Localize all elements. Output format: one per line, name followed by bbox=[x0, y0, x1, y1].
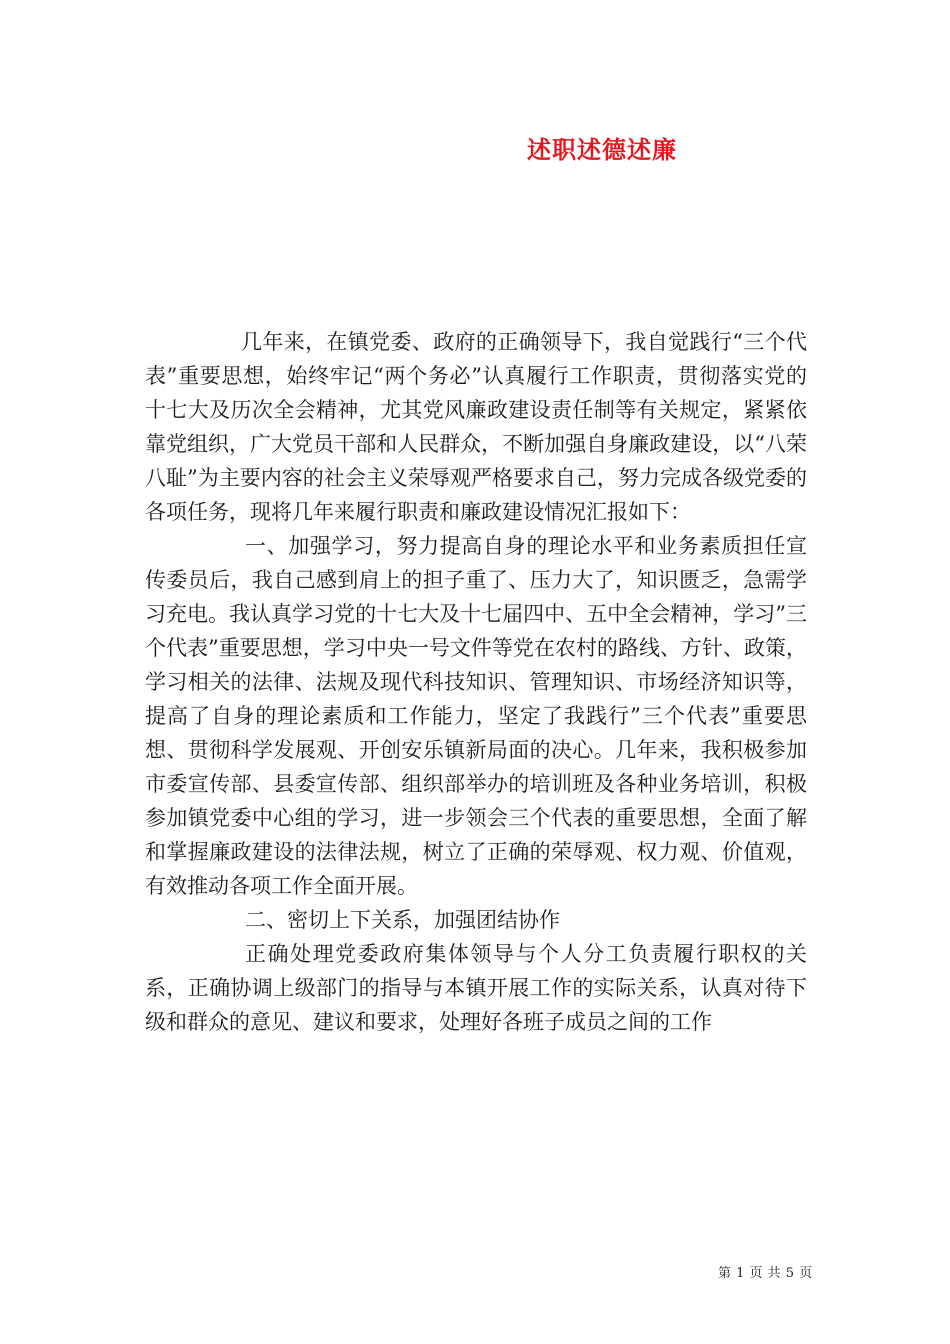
paragraph-intro: 几年来，在镇党委、政府的正确领导下，我自觉践行“三个代表”重要思想，始终牢记“两个务必”认真履行工作职责，贯彻落实党的十七大及历次全会精神，尤其党风廉政建设责任制等有关规定，紧紧依靠党组织，广大党员干部和人民群众，不断加强自身廉政建设，以“八荣八耻”为主要内容的社会主义荣辱观严格要求自己，努力完成各级党委的各项任务，现将几年来履行职责和廉政建设情况汇报如下： bbox=[145, 330, 807, 524]
paragraph-section-two: 正确处理党委政府集体领导与个人分工负责履行职权的关系，正确协调上级部门的指导与本镇开展工作的实际关系，认真对待下级和群众的意见、建议和要求，处理好各班子成员之间的工作 bbox=[145, 942, 807, 1034]
document-body bbox=[145, 325, 807, 1039]
page-number: 第 1 页 共 5 页 bbox=[718, 1266, 813, 1281]
document-title: 述职述德述廉 bbox=[527, 135, 677, 164]
heading-section-two: 二、密切上下关系，加强团结协作 bbox=[245, 908, 560, 932]
paragraph-section-one: 一、加强学习，努力提高自身的理论水平和业务素质担任宣传委员后，我自己感到肩上的担子重了、压力大了，知识匮乏，急需学习充电。我认真学习党的十七大及十七届四中、五中全会精神，学习”三个代表”重要思想，学习中央一号文件等党在农村的路线、方针、政策，学习相关的法律、法规及现代科技知识、管理知识、市场经济知识等，提高了自身的理论素质和工作能力，坚定了我践行”三个代表”重要思想、贯彻科学发展观、开创安乐镇新局面的决心。几年来，我积极参加市委宣传部、县委宣传部、组织部举办的培训班及各种业务培训，积极参加镇党委中心组的学习，进一步领会三个代表的重要思想，全面了解和掌握廉政建设的法律法规，树立了正确的荣辱观、权力观、价值观，有效推动各项工作全面开展。 bbox=[145, 534, 807, 898]
